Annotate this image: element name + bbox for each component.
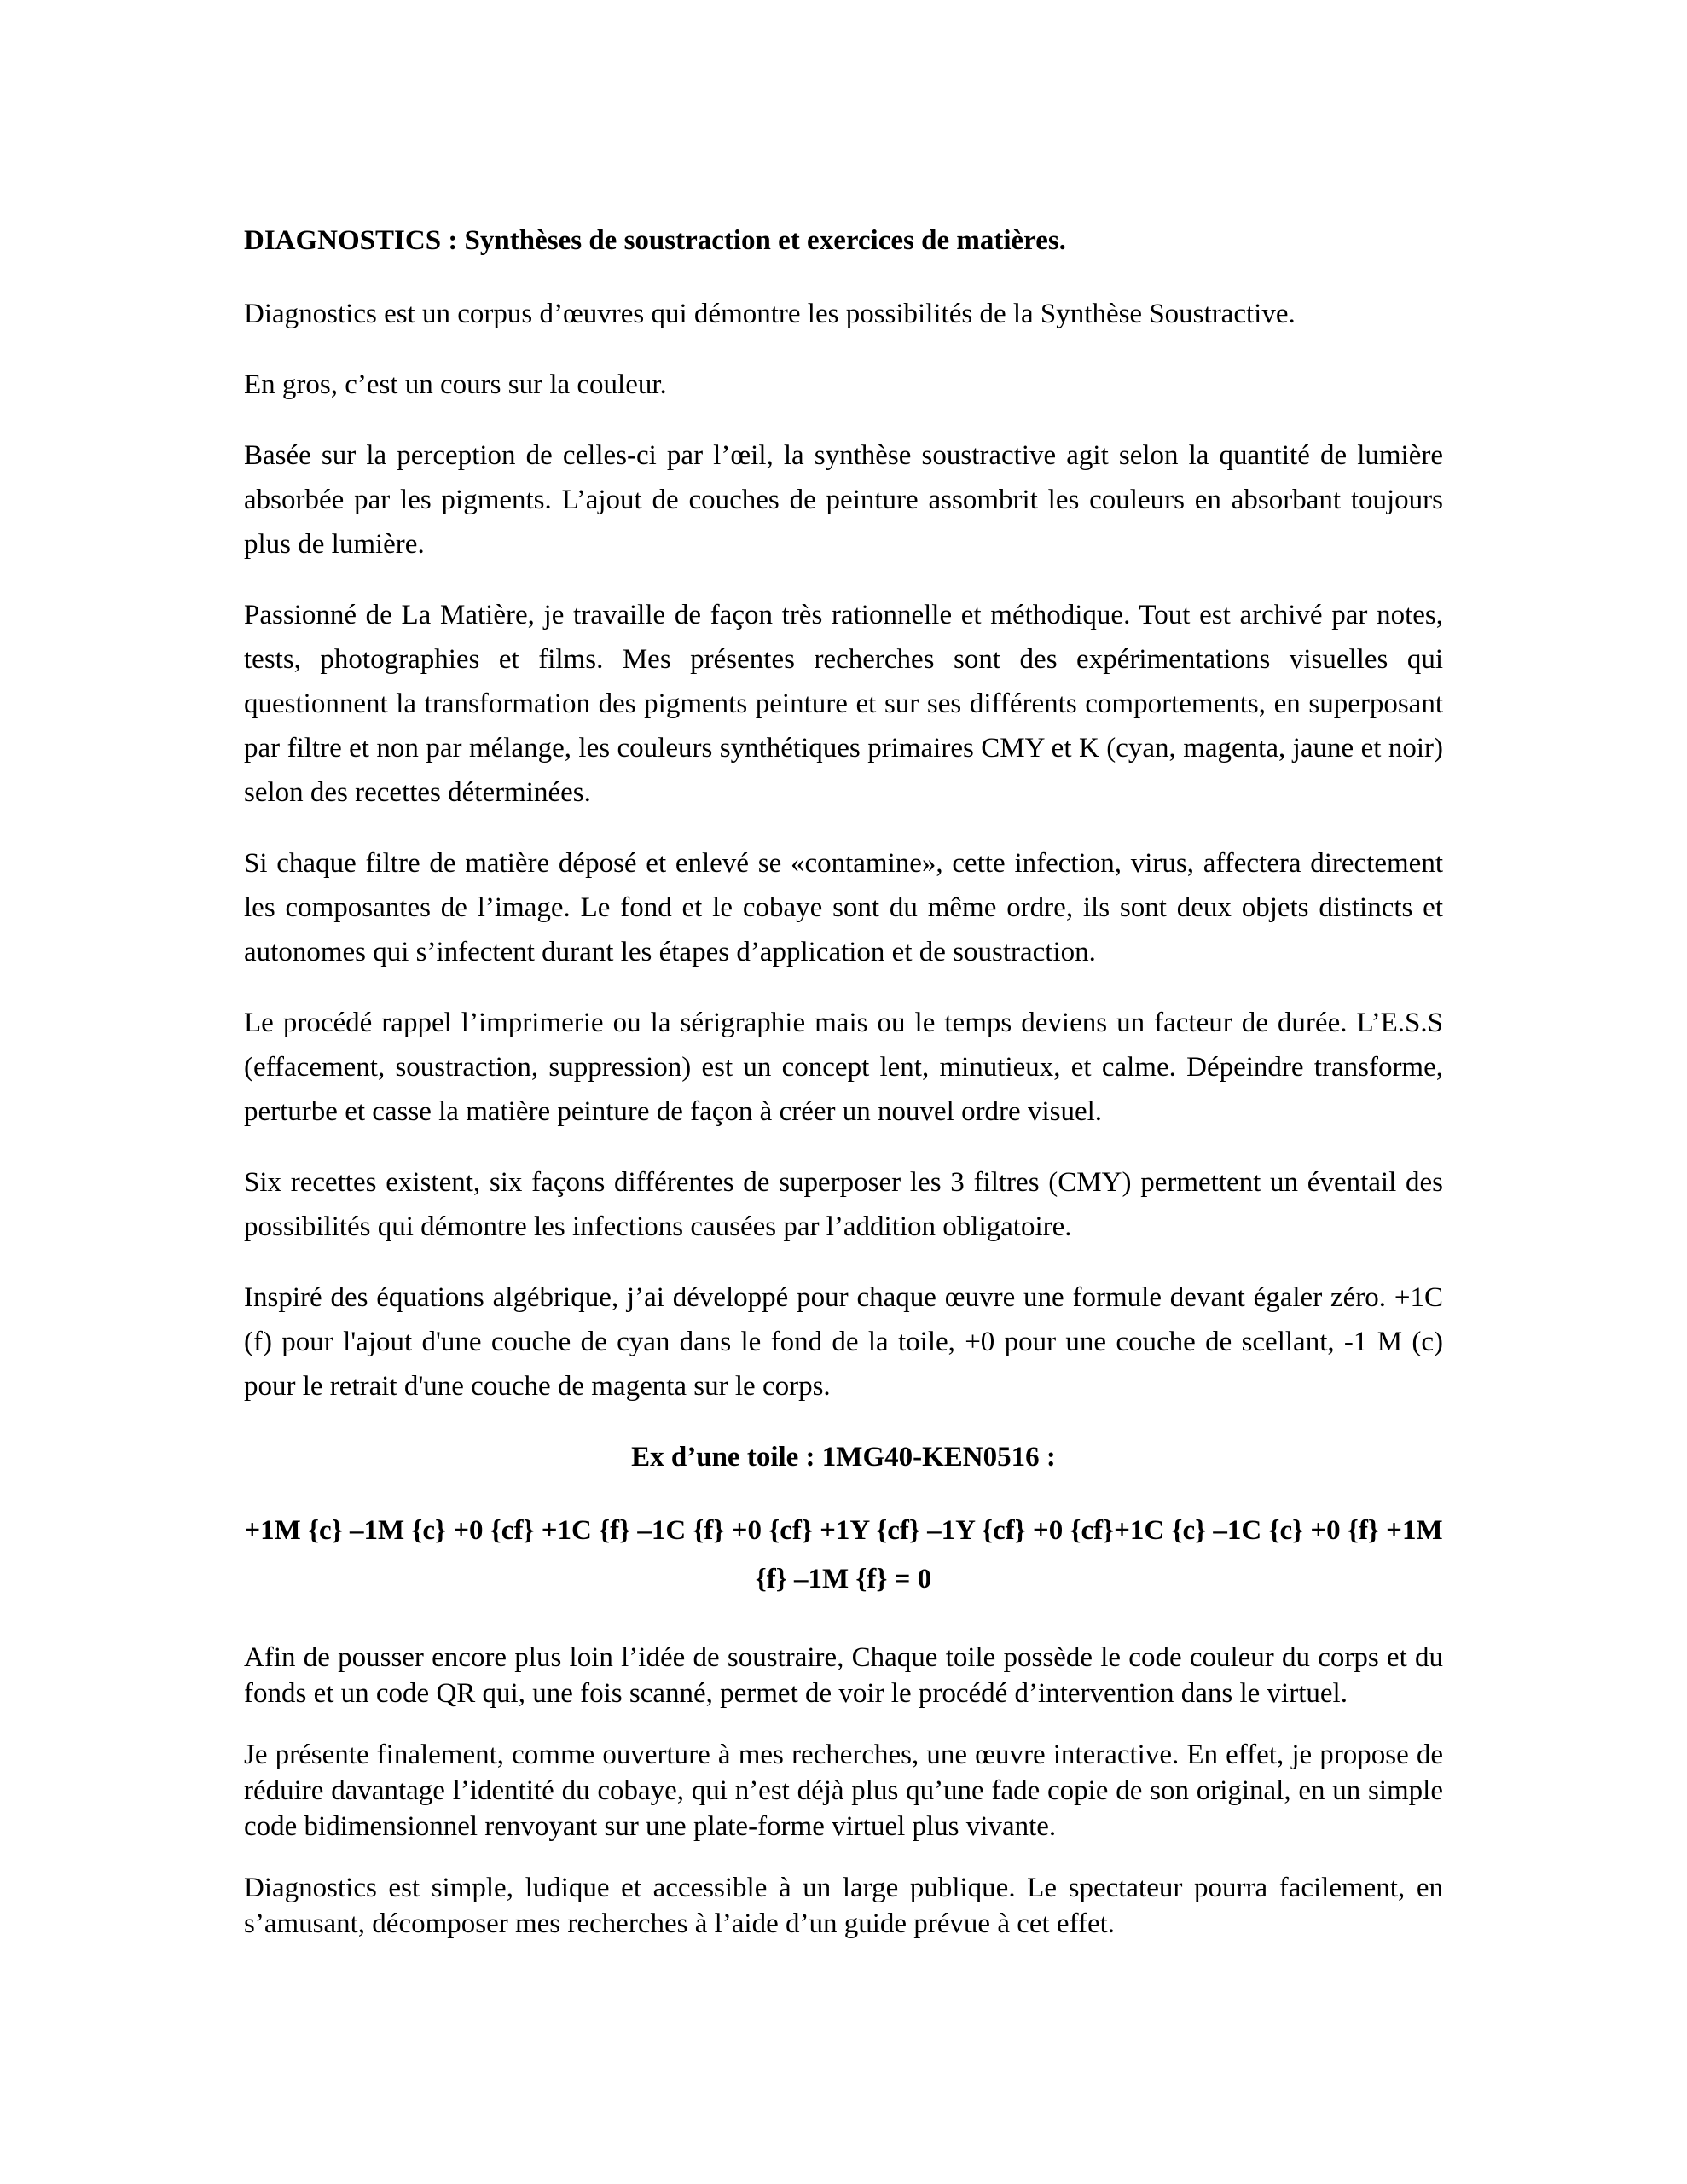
body-paragraph: Si chaque filtre de matière déposé et enlevé se «contamine», cette infection, virus, affectera directement les composantes de l’image. Le fond et le cobaye sont du même ordre, ils sont deux objets distincts et autonomes qui s’infectent durant les étapes d’application et de soustraction. <box>244 848 1443 967</box>
body-paragraph: Diagnostics est simple, ludique et accessible à un large publique. Le spectateur pourra facilement, en s’amusant, décomposer mes recherches à l’aide d’un guide prévue à cet effet. <box>244 1873 1443 1939</box>
body-paragraph: Inspiré des équations algébrique, j’ai développé pour chaque œuvre une formule devant égaler zéro. +1C (f) pour l'ajout d'une couche de cyan dans le fond de la toile, +0 pour une couche de scellant, -1 M (c) pour le retrait d'une couche de magenta sur le corps. <box>244 1282 1443 1402</box>
body-paragraph: Afin de pousser encore plus loin l’idée de soustraire, Chaque toile possède le code couleur du corps et du fonds et un code QR qui, une fois scanné, permet de voir le procédé d’intervention dans le virtuel. <box>244 1642 1443 1709</box>
body-paragraph: Passionné de La Matière, je travaille de façon très rationnelle et méthodique. Tout est archivé par notes, tests, photographies et films. Mes présentes recherches sont des expérimentations visuelles qui questionnent la transformation des pigments peinture et sur ses différents comportements, en superposant par filtre et non par mélange, les couleurs synthétiques primaires CMY et K (cyan, magenta, jaune et noir) selon des recettes déterminées. <box>244 600 1443 808</box>
formula-line-1: +1M {c} –1M {c} +0 {cf} +1C {f} –1C {f} +0 {cf} +1Y {cf} –1Y {cf} +0 {cf}+1C {c} –1C {c} +0 {f} +1M <box>244 1515 1443 1546</box>
example-heading: Ex d’une toile : 1MG40-KEN0516 : <box>631 1442 1056 1472</box>
document-content <box>244 218 1443 1967</box>
body-paragraph: Le procédé rappel l’imprimerie ou la sérigraphie mais ou le temps deviens un facteur de durée. L’E.S.S (effacement, soustraction, suppression) est un concept lent, minutieux, et calme. Dépeindre transforme, perturbe et casse la matière peinture de façon à créer un nouvel ordre visuel. <box>244 1008 1443 1127</box>
color-formula <box>244 1507 1443 1604</box>
body-paragraph: Six recettes existent, six façons différentes de superposer les 3 filtres (CMY) permettent un éventail des possibilités qui démontre les infections causées par l’addition obligatoire. <box>244 1167 1443 1242</box>
formula-line-2: {f} –1M {f} = 0 <box>755 1564 932 1594</box>
body-paragraph: En gros, c’est un cours sur la couleur. <box>244 369 667 400</box>
document-title: DIAGNOSTICS : Synthèses de soustraction et exercices de matières. <box>244 225 1066 256</box>
body-paragraph: Basée sur la perception de celles-ci par l’œil, la synthèse soustractive agit selon la quantité de lumière absorbée par les pigments. L’ajout de couches de peinture assombrit les couleurs en absorbant toujours plus de lumière. <box>244 440 1443 560</box>
body-paragraph: Je présente finalement, comme ouverture à mes recherches, une œuvre interactive. En effet, je propose de réduire davantage l’identité du cobaye, qui n’est déjà plus qu’une fade copie de son original, en un simple code bidimensionnel renvoyant sur une plate-forme virtuel plus vivante. <box>244 1740 1443 1842</box>
body-paragraph: Diagnostics est un corpus d’œuvres qui démontre les possibilités de la Synthèse Soustractive. <box>244 299 1296 329</box>
